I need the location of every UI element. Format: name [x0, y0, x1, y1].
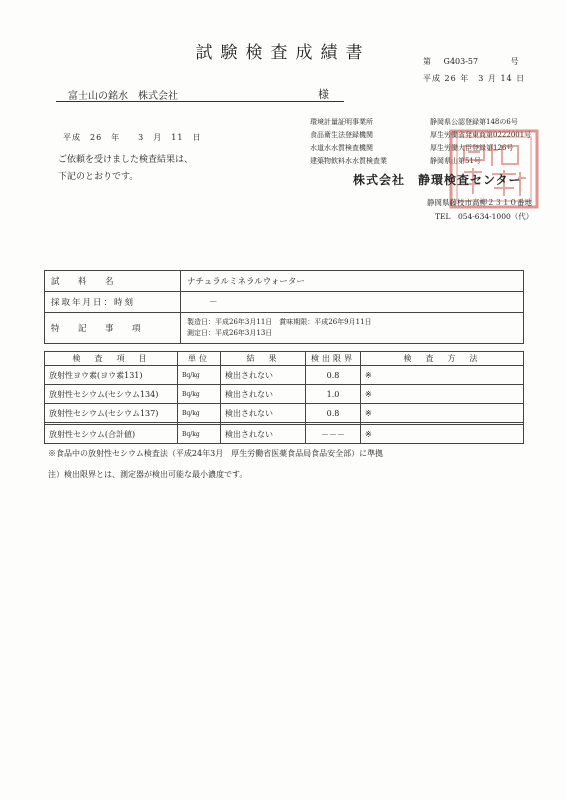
- result-limit: 1.0: [306, 385, 361, 404]
- client-underline: [56, 101, 344, 102]
- intro-text: [58, 152, 258, 186]
- results-header-row: [45, 352, 524, 366]
- document-title: 試験検査成績書: [195, 43, 371, 63]
- detection-limit-note: 注）検出限界とは、測定器が検出可能な最小濃度です。: [48, 470, 248, 479]
- result-unit: Bq/kg: [178, 404, 221, 423]
- client-name: 富士山の銘水 株式会社: [68, 91, 178, 102]
- result-method: ※: [361, 366, 524, 385]
- sample-row: [45, 271, 524, 292]
- table-row: [45, 404, 524, 423]
- sample-name-label: 試 料 名: [45, 271, 181, 292]
- registration-label: 環境計量証明事業所: [310, 118, 373, 126]
- doc-number-prefix: 第: [423, 57, 431, 66]
- registration-label: 建築物飲料水水質検査業: [310, 157, 387, 165]
- result-unit: Bq/kg: [178, 385, 221, 404]
- sample-row: [45, 313, 524, 344]
- sample-name-value: ナチュラルミネラルウォーター: [181, 271, 524, 292]
- result-method: ※: [361, 404, 524, 423]
- result-method: ※: [361, 385, 524, 404]
- registration-value: 厚生労働省発東商第0222001号: [430, 131, 532, 139]
- header-result: 結 果: [221, 352, 306, 366]
- result-item: 放射性セシウム(セシウム137): [45, 404, 178, 423]
- registration-label: 食品衛生法登録機関: [310, 131, 373, 139]
- collect-date-label: 採取年月日：時刻: [45, 292, 181, 313]
- result-item: 放射性セシウム(セシウム134): [45, 385, 178, 404]
- request-date: 平成 26 年 3 月 11 日: [63, 133, 202, 142]
- company-address: 静岡県藤枝市高柳２３１０番地: [427, 198, 532, 207]
- collect-date-value: －: [181, 292, 524, 313]
- header-limit: 検出限界: [306, 352, 361, 366]
- intro-line: ご依頼を受けました検査結果は、: [58, 155, 194, 165]
- result-limit: 0.8: [306, 404, 361, 423]
- header-method: 検 査 方 法: [361, 352, 524, 366]
- registration-value: 静岡県山第51号: [430, 157, 481, 165]
- result-limit: －－－: [306, 425, 361, 444]
- result-unit: Bq/kg: [178, 366, 221, 385]
- notes-line: 測定日：平成26年3月13日: [187, 329, 273, 337]
- client-honorific: 様: [318, 88, 329, 101]
- company-tel: TEL 054-634-1000（代）: [435, 212, 534, 221]
- notes-value: [181, 313, 524, 344]
- company-name: 株式会社 静環検査センター: [353, 173, 522, 187]
- registration-value: 厚生労働大臣登録第126号: [430, 144, 514, 152]
- method-note: ※食品中の放射性セシウム検査法（平成24年3月 厚生労働省医薬食品局食品安全部）に準拠: [48, 449, 384, 458]
- result-item: 放射性セシウム(合計値): [45, 425, 178, 444]
- header-unit: 単位: [178, 352, 221, 366]
- result-value: 検出されない: [221, 404, 306, 423]
- notes-label: 特 記 事 項: [45, 313, 181, 344]
- notes-line: 製造日：平成26年3月11日 賞味期限：平成26年9月11日: [187, 318, 372, 326]
- doc-number-value: G403-57: [443, 57, 479, 66]
- table-row: [45, 425, 524, 444]
- sample-row: [45, 292, 524, 313]
- result-method: ※: [361, 425, 524, 444]
- table-row: [45, 385, 524, 404]
- table-row: [45, 366, 524, 385]
- intro-line: 下記のとおりです。: [58, 172, 139, 182]
- registration-label: 水道水水質検査機関: [310, 144, 373, 152]
- result-value: 検出されない: [221, 385, 306, 404]
- doc-number-suffix: 号: [510, 57, 519, 66]
- results-table: [44, 351, 524, 444]
- header-item: 検 査 項 目: [45, 352, 178, 366]
- registration-value: 静岡県公認登録第148の6号: [430, 118, 518, 126]
- result-item: 放射性ヨウ素(ヨウ素131): [45, 366, 178, 385]
- sample-info-table: [44, 270, 524, 344]
- result-unit: Bq/kg: [178, 425, 221, 444]
- company-address-block: [427, 196, 533, 224]
- document-number: [423, 56, 519, 67]
- result-value: 検出されない: [221, 425, 306, 444]
- issue-date: 平成 26 年 3 月 14 日: [423, 74, 526, 83]
- result-limit: 0.8: [306, 366, 361, 385]
- result-value: 検出されない: [221, 366, 306, 385]
